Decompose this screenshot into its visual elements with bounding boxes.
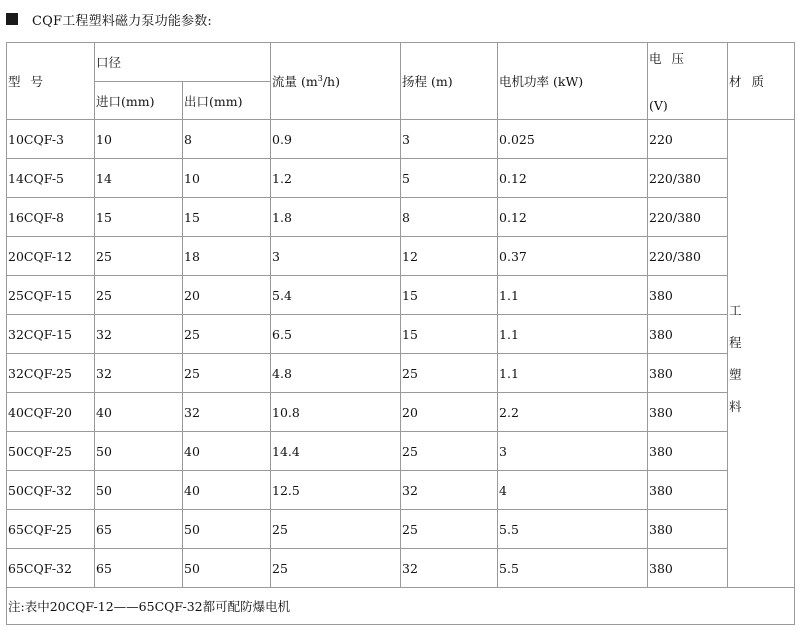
- cell-head: 15: [401, 315, 498, 354]
- cell-voltage: 380: [648, 276, 728, 315]
- header-outlet: 出口(mm): [183, 82, 271, 120]
- cell-voltage: 220/380: [648, 237, 728, 276]
- cell-inlet: 32: [95, 315, 183, 354]
- table-row: [7, 432, 795, 471]
- cell-model: 16CQF-8: [7, 198, 95, 237]
- material-char: 料: [729, 398, 742, 414]
- cell-inlet: 32: [95, 354, 183, 393]
- cell-flow: 6.5: [271, 315, 401, 354]
- table-row: [7, 549, 795, 588]
- cell-inlet: 40: [95, 393, 183, 432]
- cell-outlet: 32: [183, 393, 271, 432]
- cell-flow: 1.2: [271, 159, 401, 198]
- bullet-square-icon: [6, 13, 18, 25]
- table-row: [7, 354, 795, 393]
- cell-head: 5: [401, 159, 498, 198]
- cell-model: 65CQF-32: [7, 549, 95, 588]
- cell-inlet: 25: [95, 276, 183, 315]
- cell-model: 40CQF-20: [7, 393, 95, 432]
- cell-model: 32CQF-15: [7, 315, 95, 354]
- cell-voltage: 220/380: [648, 198, 728, 237]
- cell-flow: 12.5: [271, 471, 401, 510]
- cell-power: 2.2: [498, 393, 648, 432]
- cell-head: 3: [401, 120, 498, 159]
- cell-head: 25: [401, 432, 498, 471]
- cell-voltage: 380: [648, 393, 728, 432]
- cell-head: 32: [401, 549, 498, 588]
- table-row: [7, 393, 795, 432]
- cell-inlet: 14: [95, 159, 183, 198]
- cell-inlet: 50: [95, 432, 183, 471]
- material-char: 塑: [729, 366, 742, 382]
- header-flow: [271, 43, 401, 120]
- header-flow-suffix: /h): [322, 74, 340, 89]
- table-row: [7, 510, 795, 549]
- cell-voltage: 380: [648, 549, 728, 588]
- section-title: CQF工程塑料磁力泵功能参数:: [32, 13, 213, 29]
- header-voltage-label: 电压: [649, 51, 695, 66]
- cell-outlet: 25: [183, 354, 271, 393]
- header-row-1: [7, 43, 795, 82]
- cell-head: 8: [401, 198, 498, 237]
- cell-material: [728, 120, 795, 588]
- material-char: 工: [729, 302, 742, 318]
- material-char: 程: [729, 334, 742, 350]
- cell-power: 1.1: [498, 315, 648, 354]
- pump-spec-table: [6, 42, 795, 625]
- cell-model: 25CQF-15: [7, 276, 95, 315]
- cell-head: 20: [401, 393, 498, 432]
- table-body: [7, 120, 795, 588]
- cell-power: 4: [498, 471, 648, 510]
- table-row: [7, 471, 795, 510]
- table-note-row: [7, 588, 795, 625]
- cell-inlet: 65: [95, 510, 183, 549]
- cell-inlet: 50: [95, 471, 183, 510]
- header-material: 材质: [728, 43, 795, 120]
- cell-outlet: 18: [183, 237, 271, 276]
- header-flow-prefix: 流量 (m: [272, 74, 318, 89]
- cell-model: 50CQF-32: [7, 471, 95, 510]
- cell-model: 20CQF-12: [7, 237, 95, 276]
- cell-inlet: 10: [95, 120, 183, 159]
- cell-voltage: 220/380: [648, 159, 728, 198]
- cell-voltage: 220: [648, 120, 728, 159]
- cell-model: 65CQF-25: [7, 510, 95, 549]
- cell-head: 15: [401, 276, 498, 315]
- cell-outlet: 40: [183, 432, 271, 471]
- table-row: [7, 276, 795, 315]
- cell-model: 10CQF-3: [7, 120, 95, 159]
- header-diameter: 口径: [95, 43, 271, 82]
- cell-outlet: 25: [183, 315, 271, 354]
- table-row: [7, 159, 795, 198]
- table-row: [7, 315, 795, 354]
- cell-inlet: 65: [95, 549, 183, 588]
- cell-power: 0.12: [498, 198, 648, 237]
- cell-flow: 3: [271, 237, 401, 276]
- table-row: [7, 198, 795, 237]
- cell-power: 0.025: [498, 120, 648, 159]
- cell-outlet: 15: [183, 198, 271, 237]
- cell-flow: 1.8: [271, 198, 401, 237]
- cell-power: 5.5: [498, 549, 648, 588]
- cell-flow: 25: [271, 510, 401, 549]
- header-flow-sup: 3: [317, 73, 323, 83]
- cell-power: 0.12: [498, 159, 648, 198]
- cell-power: 0.37: [498, 237, 648, 276]
- cell-voltage: 380: [648, 432, 728, 471]
- header-voltage: [648, 43, 728, 120]
- cell-flow: 10.8: [271, 393, 401, 432]
- table-row: [7, 120, 795, 159]
- section-header: [6, 9, 212, 29]
- cell-power: 1.1: [498, 354, 648, 393]
- cell-voltage: 380: [648, 471, 728, 510]
- cell-flow: 14.4: [271, 432, 401, 471]
- cell-inlet: 15: [95, 198, 183, 237]
- cell-outlet: 50: [183, 510, 271, 549]
- cell-head: 12: [401, 237, 498, 276]
- header-inlet: 进口(mm): [95, 82, 183, 120]
- cell-power: 3: [498, 432, 648, 471]
- table-note: 注:表中20CQF-12——65CQF-32都可配防爆电机: [7, 588, 795, 625]
- cell-inlet: 25: [95, 237, 183, 276]
- cell-flow: 25: [271, 549, 401, 588]
- cell-head: 25: [401, 354, 498, 393]
- cell-outlet: 40: [183, 471, 271, 510]
- cell-model: 14CQF-5: [7, 159, 95, 198]
- cell-model: 32CQF-25: [7, 354, 95, 393]
- cell-outlet: 50: [183, 549, 271, 588]
- cell-flow: 5.4: [271, 276, 401, 315]
- cell-voltage: 380: [648, 354, 728, 393]
- cell-model: 50CQF-25: [7, 432, 95, 471]
- cell-outlet: 8: [183, 120, 271, 159]
- header-model: 型号: [7, 43, 95, 120]
- cell-head: 32: [401, 471, 498, 510]
- cell-outlet: 20: [183, 276, 271, 315]
- header-head: 扬程 (m): [401, 43, 498, 120]
- cell-head: 25: [401, 510, 498, 549]
- cell-outlet: 10: [183, 159, 271, 198]
- cell-voltage: 380: [648, 510, 728, 549]
- header-voltage-unit: (V): [649, 98, 668, 113]
- cell-voltage: 380: [648, 315, 728, 354]
- cell-power: 5.5: [498, 510, 648, 549]
- cell-flow: 4.8: [271, 354, 401, 393]
- cell-power: 1.1: [498, 276, 648, 315]
- table-row: [7, 237, 795, 276]
- header-power: 电机功率 (kW): [498, 43, 648, 120]
- cell-flow: 0.9: [271, 120, 401, 159]
